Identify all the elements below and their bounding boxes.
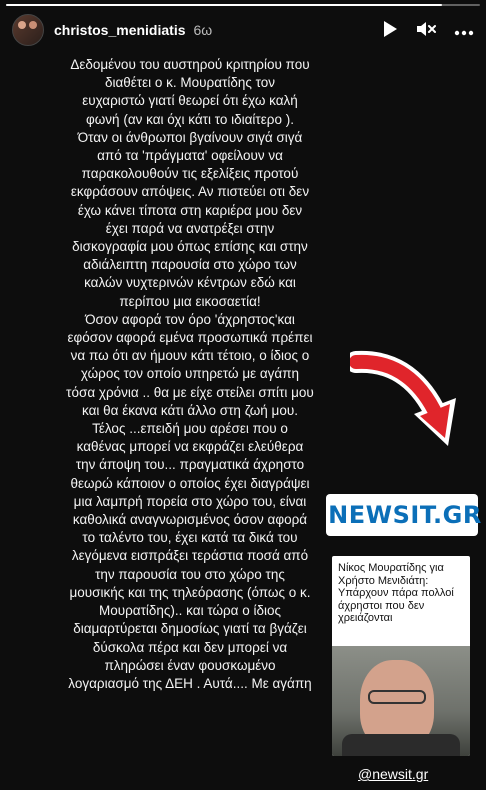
story-line: μια λαμπρή πορεία στο χώρο του, είναι (73, 493, 307, 509)
story-line: έχω κάνει τίποτα στη καριέρα μου δεν (77, 202, 303, 218)
story-line: Τέλος ...επειδή μου αρέσει που ο (92, 421, 288, 437)
story-line: το ταλέντο του, έχει κατά τα δικά του (82, 530, 298, 546)
story-line: καθένας μπορεί να εκφράζει ελεύθερα (76, 439, 304, 455)
story-line: από τα 'πράγματα' οφείλουν να (97, 148, 283, 164)
newsit-logo[interactable] (326, 494, 482, 536)
story-line: να πω ότι αν ήμουν κάτι τέτοιο, ο ίδιος ο (70, 348, 310, 364)
story-line: μουσικής και της τηλεόρασης (όπως ο κ. (69, 584, 311, 600)
story-line: χώρος τον οποίο υπηρετώ με αγάπη (80, 366, 300, 382)
story-line: διαθέτει ο κ. Μουρατίδης τον (104, 75, 276, 91)
story-line: έχει παρά να ανατρέξει στην (105, 220, 275, 236)
story-line: πληρώσει έναν φουσκωμένο (104, 657, 276, 673)
story-line: εκφράσουν απόψεις. Αν πιστεύει οτι δεν (70, 184, 310, 200)
avatar[interactable] (12, 14, 44, 46)
story-line: λογαριασμό της ΔΕΗ . Αυτά.... Με αγάπη (68, 675, 312, 691)
person-shirt (342, 734, 460, 756)
story-line: Μουρατίδης).. και τώρα ο ίδιος (98, 603, 282, 619)
red-arrow-icon (350, 350, 468, 468)
story-line: καλών νυχτερινών κέντρων εδώ και (84, 275, 296, 291)
story-line: θεωρώ κάποιον ο οποίος έχει διαγράψει (70, 475, 310, 491)
username[interactable]: christos_menidiatis (54, 22, 186, 38)
story-line: φωνή (αν και όχι κάτι το ιδιαίτερο ). (86, 111, 294, 127)
article-title: Νίκος Μουρατίδης για Χρήστο Μενιδιάτη: Υπάρχουν πάρα πολλοί άχρηστοι που δεν χρειάζονται (338, 562, 454, 624)
more-icon[interactable] (454, 21, 474, 39)
story-line: Όσον αφορά τον όρο 'άχρηστος'και (85, 311, 295, 327)
story-header (12, 12, 474, 48)
glasses (368, 690, 426, 704)
article-card[interactable] (332, 556, 470, 756)
story-line: εφόσον αφορά εμένα προσωπικά πρέπει (67, 330, 313, 346)
post-time: 6ω (193, 22, 213, 38)
story-line: λεγόμενα εισπράξει τεράστια ποσά από (71, 548, 309, 564)
play-icon[interactable] (382, 20, 398, 41)
story-line: αδιάλειπτη παρουσία στο χώρο των (83, 257, 297, 273)
story-line: και θα έκανα κάτι άλλο στη ζωή μου. (82, 402, 298, 418)
story-controls (382, 20, 474, 41)
story-line: καθολικά αναγνωρισμένος όσον αφορά (72, 512, 308, 528)
story-line: Δεδομένου του αυστηρού κριτηρίου που (70, 57, 310, 72)
story-line: διαμαρτύρεται δημοσίως γιατί τα βγάζει (73, 621, 307, 637)
speaker-muted-icon[interactable] (416, 20, 436, 41)
article-photo (332, 646, 470, 756)
story-line: περίπου μια εικοσαετία! (119, 293, 261, 309)
logo-text: NEWSIT.GR (328, 501, 482, 529)
story-line: ευχαριστώ γιατί θεωρεί ότι έχω καλή (82, 93, 298, 109)
story-progress-fill (6, 4, 442, 6)
story-line: δισκογραφία μου όπως επίσης και στην (72, 239, 308, 255)
story-line: την άποψη του... πραγματικά άχρηστο (75, 457, 305, 473)
story-line: δύσκολα πέρα και δεν μπορεί να (92, 639, 288, 655)
story-text (40, 56, 340, 693)
mention-tag[interactable]: @newsit.gr (358, 766, 429, 782)
story-progress-bar (6, 4, 480, 6)
story-line: τόσα χρόνια .. θα με είχε στείλει σπίτι μου (66, 384, 314, 400)
story-line: παρακολουθούν τις εξελίξεις προτού (81, 166, 299, 182)
story-line: Όταν οι άνθρωποι βγαίνουν σιγά σιγά (77, 129, 303, 145)
story-line: την παρουσία του στο χώρο της (95, 566, 285, 582)
